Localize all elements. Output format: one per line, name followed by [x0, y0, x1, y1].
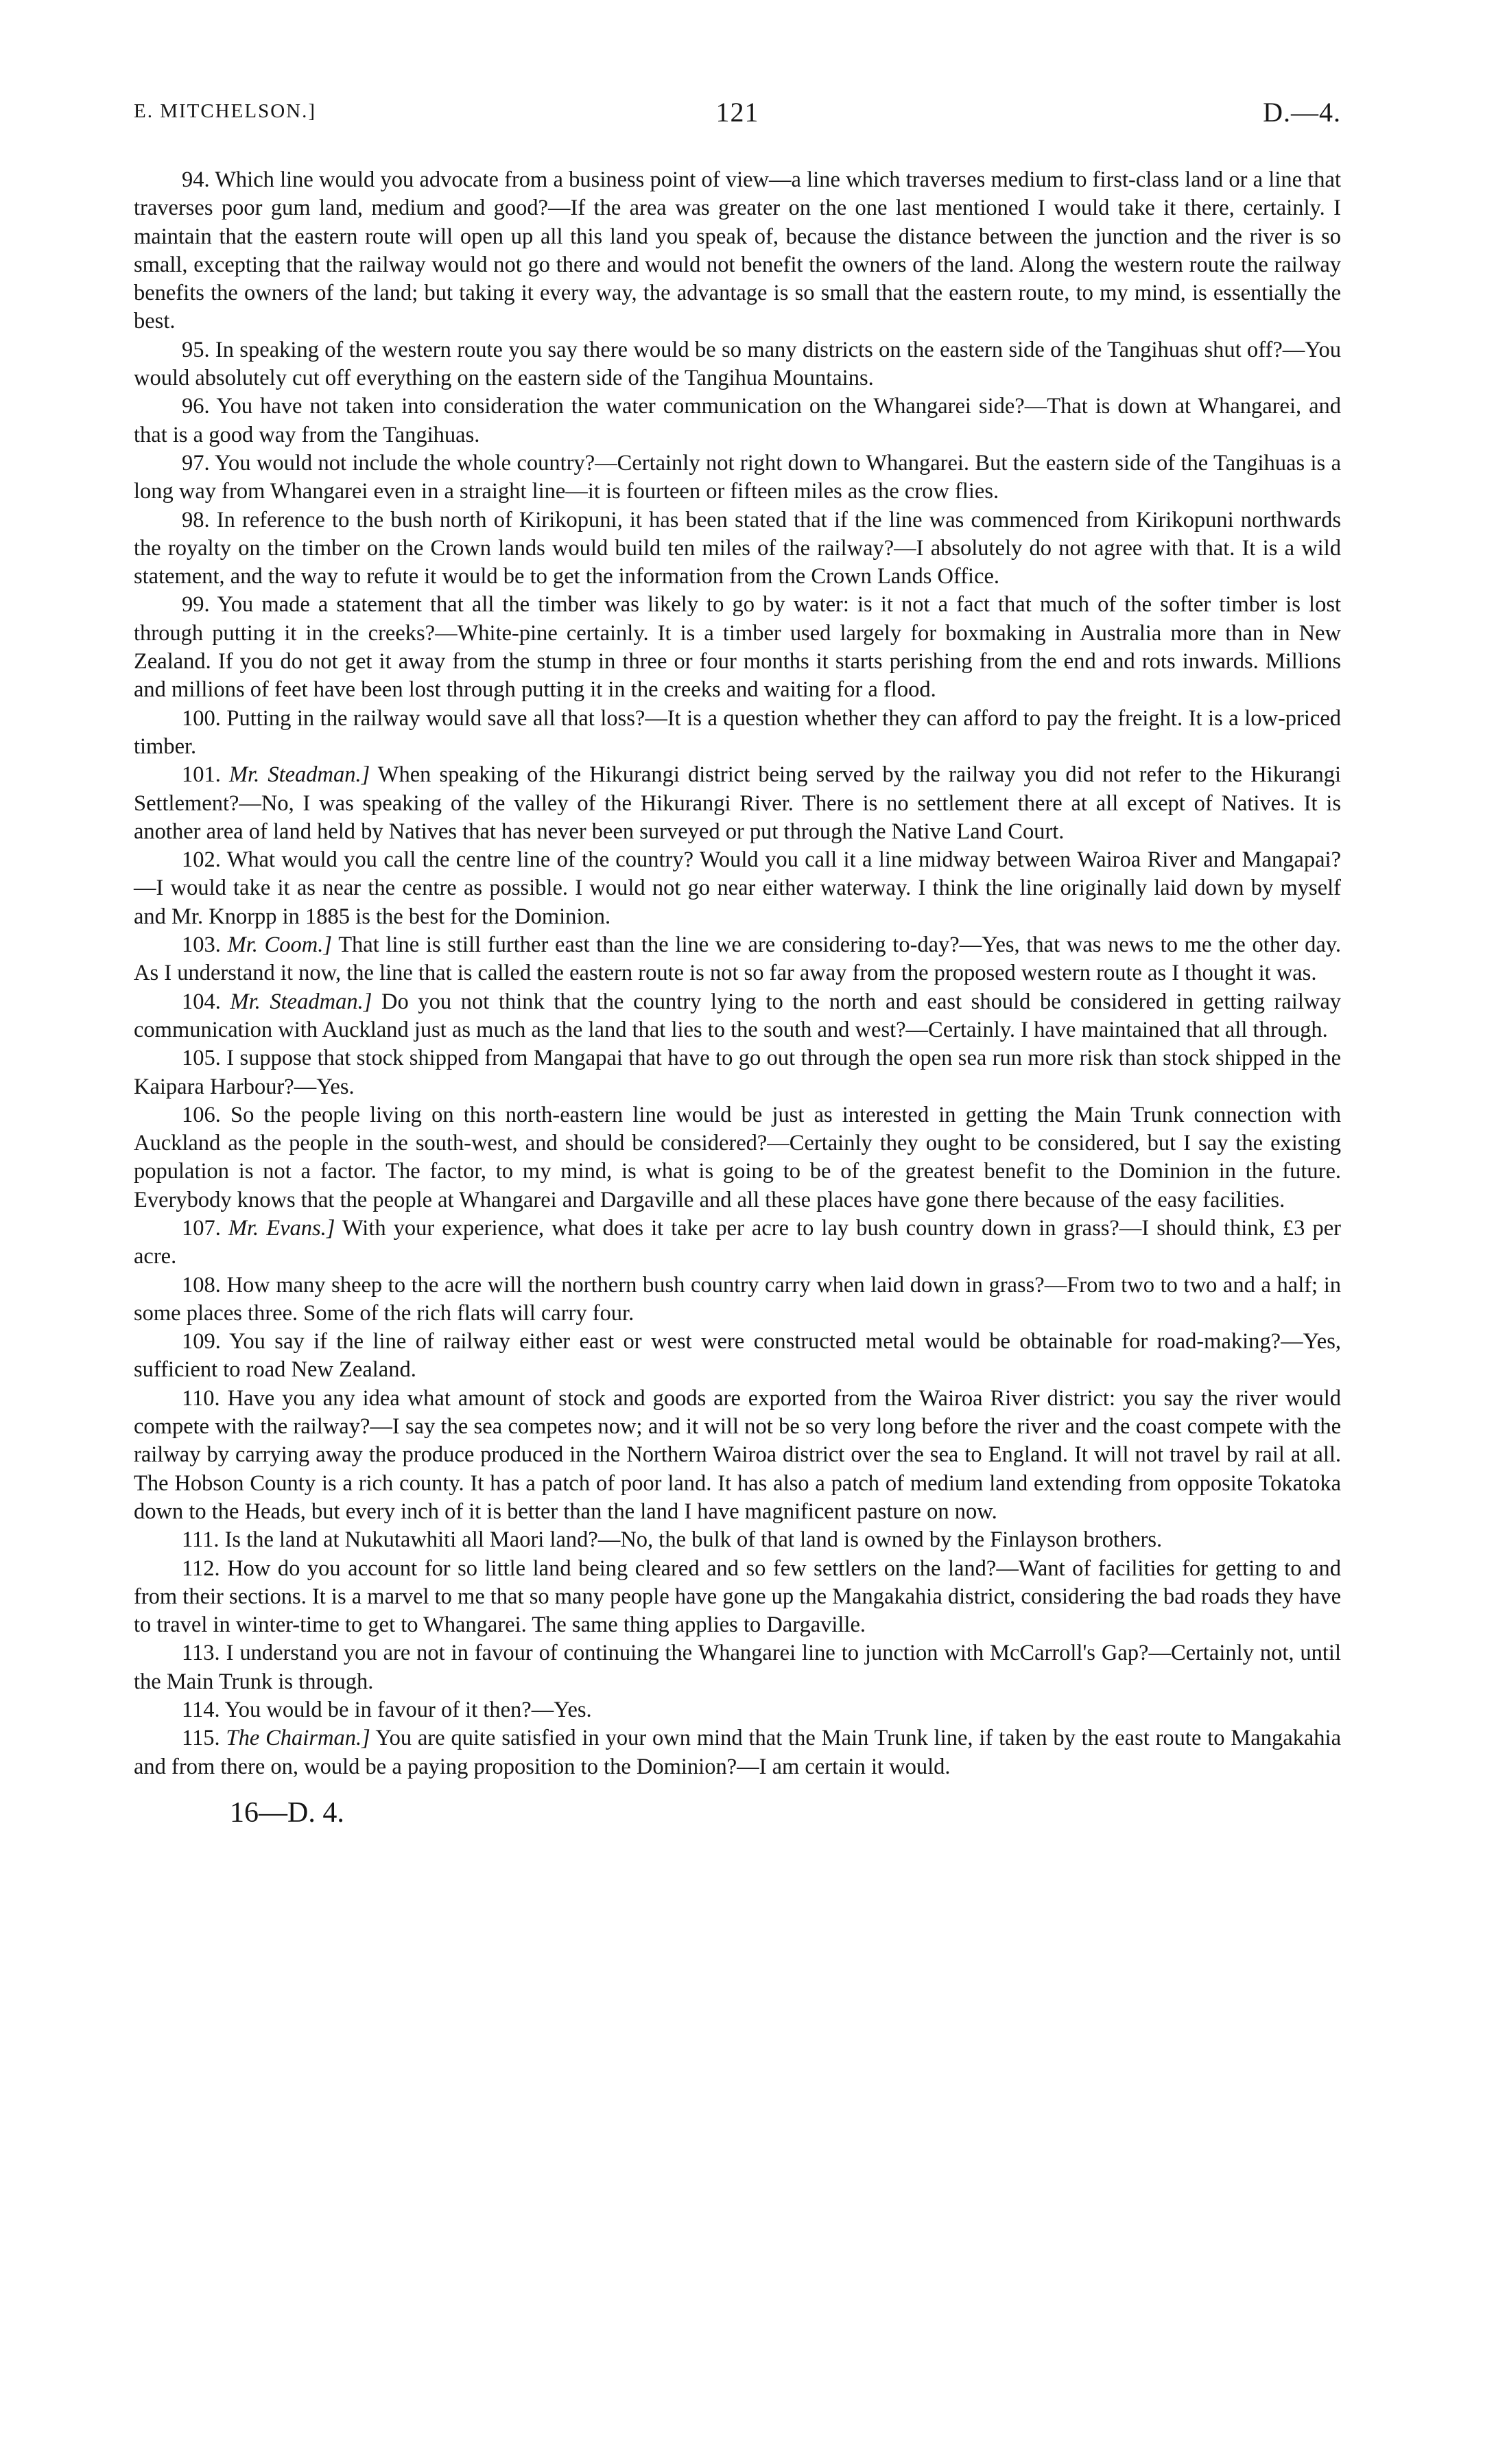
witness-name: E. MITCHELSON.] [134, 100, 317, 122]
question-text: You are quite satisfied in your own mind that the Main Trunk line, if taken by the east route to Mangakahia and from there on, would be a paying proposition to the Dominion?—I am certain it would. [134, 1726, 1341, 1779]
question-number: 98. [182, 507, 210, 532]
question-paragraph [134, 705, 1341, 762]
question-paragraph [134, 506, 1341, 591]
question-number: 95. [182, 337, 210, 362]
question-text: How do you account for so little land being cleared and so few settlers on the land?—Want of facilities for getting to and from their sections. It is a marvel to me that so many people have gone up the Mangakahia district, considering the bad roads they have to travel in winter-time to get to Whangarei. The same thing applies to Dargaville. [134, 1556, 1341, 1638]
question-number: 108. [182, 1272, 221, 1298]
question-text: How many sheep to the acre will the northern bush country carry when laid down in grass?—From two to two and a half; in some places three. Some of the rich flats will carry four. [134, 1272, 1341, 1326]
question-number: 104. [182, 989, 221, 1014]
speaker-name: Mr. Steadman.] [228, 762, 370, 788]
question-number: 99. [182, 592, 210, 618]
testimony-body [134, 166, 1341, 1781]
question-paragraph [134, 166, 1341, 336]
question-text: In reference to the bush north of Kirikopuni, it has been stated that if the line was commenced from Kirikopuni northwards the royalty on the timber on the Crown lands would build ten miles of the railway?—I absolutely do not agree with that. It is a wild statement, and the way to refute it would be to get the information from the Crown Lands Office. [134, 507, 1342, 589]
question-paragraph [134, 988, 1341, 1045]
question-text: Is the land at Nukutawhiti all Maori land?—No, the bulk of that land is owned by the Finlayson brothers. [224, 1527, 1163, 1553]
question-number: 103. [182, 932, 221, 958]
question-paragraph [134, 1044, 1341, 1101]
question-paragraph [134, 1526, 1341, 1554]
speaker-name: Mr. Evans.] [228, 1215, 335, 1241]
question-paragraph [134, 1696, 1341, 1724]
speaker-name: Mr. Coom.] [227, 932, 333, 958]
question-text: Putting in the railway would save all that loss?—It is a question whether they can afford to pay the freight. It is a low-priced timber. [134, 705, 1341, 759]
question-number: 111. [182, 1527, 219, 1553]
question-number: 115. [182, 1726, 220, 1751]
question-number: 102. [182, 847, 221, 873]
question-paragraph [134, 761, 1341, 846]
question-number: 96. [182, 394, 210, 419]
question-paragraph [134, 1101, 1341, 1215]
question-text: With your experience, what does it take per acre to lay bush country down in grass?—I should think, £3 per acre. [134, 1215, 1341, 1269]
question-paragraph [134, 1724, 1341, 1781]
question-number: 112. [182, 1556, 220, 1581]
question-paragraph [134, 336, 1341, 393]
speaker-name: The Chairman.] [226, 1726, 370, 1751]
page-header [134, 96, 1341, 137]
question-text: Do you not think that the country lying to the north and east should be considered in getting railway communication with Auckland just as much as the land that lies to the south and west?—Certainly. I have maintained that all through. [134, 989, 1342, 1042]
question-text: So the people living on this north-eastern line would be just as interested in getting the Main Trunk connection with Auckland as the people in the south-west, and should be considered?—Certainly they ought to be considered, but I say the existing population is not a factor. The factor, to my mind, is what is going to be of the greatest benefit to the Dominion in the future. Everybody knows that the people at Whangarei and Dargaville and all these places have gone there because of the easy facilities. [134, 1102, 1341, 1212]
question-text: What would you call the centre line of the country? Would you call it a line midway between Wairoa River and Mangapai?—I would take it as near the centre as possible. I would not go near either waterway. I think the line originally laid down by myself and Mr. Knorpp in 1885 is the best for the Dominion. [134, 847, 1341, 929]
question-number: 110. [182, 1385, 220, 1411]
question-paragraph [134, 846, 1341, 931]
question-number: 114. [182, 1698, 220, 1723]
question-text: You have not taken into consideration the water communication on the Whangarei side?—That is down at Whangarei, and that is a good way from the Tangihuas. [134, 394, 1342, 447]
question-paragraph [134, 1271, 1341, 1328]
question-text: You made a statement that all the timber was likely to go by water: is it not a fact that much of the softer timber is lost through putting it in the creeks?—White-pine certainly. It is a timber used largely for boxmaking in Australia more than in New Zealand. If you do not get it away from the stump in three or four months it starts perishing from the end and rots inwards. Millions and millions of feet have been lost through putting it in the creeks and waiting for a flood. [134, 592, 1341, 703]
question-text: I suppose that stock shipped from Mangapai that have to go out through the open sea run more risk than stock shipped in the Kaipara Harbour?—Yes. [134, 1046, 1341, 1099]
question-text: That line is still further east than the line we are considering to-day?—Yes, that was news to me the other day. As I understand it now, the line that is called the eastern route is not so far away from the proposed western route as I thought it was. [134, 932, 1342, 986]
speaker-name: Mr. Steadman.] [230, 989, 372, 1014]
question-paragraph [134, 1639, 1341, 1696]
question-paragraph [134, 1555, 1341, 1640]
question-text: Which line would you advocate from a business point of view—a line which traverses medium to first-class land or a line that traverses poor gum land, medium and good?—If the area was greater on the one last mentioned I would take it there, certainly. I maintain that the eastern route will open up all this land you speak of, because the distance between the junction and the river is so small, excepting that the railway would not go there and would not benefit the owners of the land. Along the western route the railway benefits the owners of the land; but taking it every way, the advantage is so small that the eastern route, to my mind, is essentially the best. [134, 167, 1341, 334]
question-number: 97. [182, 450, 210, 476]
question-number: 107. [182, 1215, 221, 1241]
question-text: You would be in favour of it then?—Yes. [224, 1698, 592, 1723]
question-paragraph [134, 591, 1341, 704]
question-text: I understand you are not in favour of continuing the Whangarei line to junction with McCarroll's Gap?—Certainly not, until the Main Trunk is through. [134, 1641, 1341, 1694]
question-paragraph [134, 1385, 1341, 1526]
question-text: You would not include the whole country?—Certainly not right down to Whangarei. But the eastern side of the Tangihuas is a long way from Whangarei even in a straight line—it is fourteen or fifteen miles as the crow flies. [134, 450, 1341, 504]
question-number: 101. [182, 762, 221, 788]
page-number: 121 [715, 97, 759, 128]
page-signature: 16—D. 4. [230, 1796, 344, 1829]
question-number: 100. [182, 705, 221, 731]
question-number: 109. [182, 1329, 221, 1354]
question-number: 113. [182, 1641, 220, 1666]
document-page [134, 96, 1341, 1829]
question-paragraph [134, 1328, 1341, 1385]
question-text: Have you any idea what amount of stock and goods are exported from the Wairoa River district: you say the river would compete with the railway?—I say the sea competes now; and it will not be so very long before the river and the coast compete with the railway by carrying away the produce produced in the Northern Wairoa district over the sea to England. It will not travel by rail at all. The Hobson County is a rich county. It has a patch of poor land. It has also a patch of medium land extending from opposite Tokatoka down to the Heads, but every inch of it is better than the land I have magnificent pasture on now. [134, 1385, 1341, 1524]
question-number: 106. [182, 1102, 221, 1127]
question-number: 94. [182, 167, 210, 192]
question-number: 105. [182, 1046, 221, 1071]
question-text: You say if the line of railway either east or west were constructed metal would be obtainable for road-making?—Yes, sufficient to road New Zealand. [134, 1329, 1341, 1383]
question-text: In speaking of the western route you say there would be so many districts on the eastern side of the Tangihuas shut off?—You would absolutely cut off everything on the eastern side of the Tangihua Mountains. [134, 337, 1342, 391]
question-paragraph [134, 931, 1341, 988]
question-text: When speaking of the Hikurangi district being served by the railway you did not refer to the Hikurangi Settlement?—No, I was speaking of the valley of the Hikurangi River. There is no settlement there at all except of Natives. It is another area of land held by Natives that has never been surveyed or put through the Native Land Court. [134, 762, 1341, 844]
question-paragraph [134, 1215, 1341, 1271]
document-reference: D.—4. [1263, 97, 1341, 128]
question-paragraph [134, 449, 1341, 506]
question-paragraph [134, 392, 1341, 449]
